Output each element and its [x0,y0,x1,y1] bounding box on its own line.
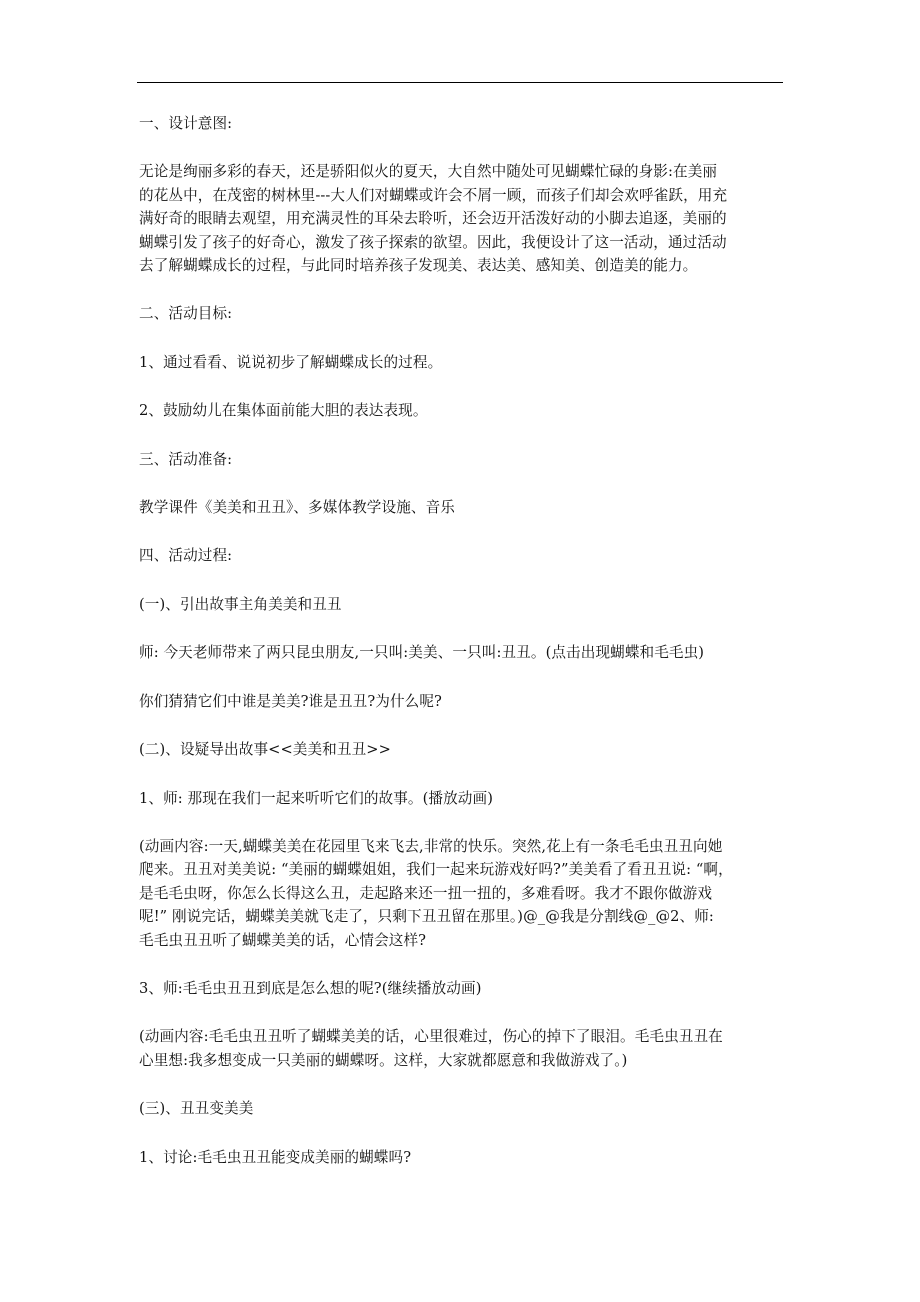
subsection-heading-2: (二)、设疑导出故事<<美美和丑丑>> [139,741,391,759]
teacher-line-intro: 师: 今天老师带来了两只昆虫朋友,一只叫:美美、一只叫:丑丑。(点击出现蝴蝶和毛毛虫) [139,644,705,662]
goal-item-2: 2、鼓励幼儿在集体面前能大胆的表达表现。 [139,402,428,420]
goal-item-1: 1、通过看看、说说初步了解蝴蝶成长的过程。 [139,353,443,371]
header-rule [137,82,783,83]
subsection-heading-1: (一)、引出故事主角美美和丑丑 [139,595,342,613]
question-line: 你们猜猜它们中谁是美美?谁是丑丑?为什么呢? [139,692,442,710]
section-heading-design-intent: 一、设计意图: [139,115,233,132]
document-body [139,112,785,1194]
section-heading-goals: 二、活动目标: [139,305,233,323]
animation-content-1: (动画内容:一天,蝴蝶美美在花园里飞来飞去,非常的快乐。突然,花上有一条毛毛虫丑丑向她 爬来。丑丑对美美说: “美丽的蝴蝶姐姐，我们一起来玩游戏好吗?”美美看了看丑丑说: “啊， 是毛毛虫呀，你怎么长得这么丑，走起路来还一扭一扭的，多难看呀。我才不跟你做游戏 呢!” 刚说完话，蝴蝶美美就飞走了，只剩下丑丑留在那里。)@_@我是分割线@_@2、师: 毛毛虫丑丑听了蝴蝶美美的话，心情会这样? [139,837,733,949]
section-heading-preparation: 三、活动准备: [139,450,233,468]
preparation-text: 教学课件《美美和丑丑》、多媒体教学设施、音乐 [139,499,455,517]
section-heading-process: 四、活动过程: [139,547,233,565]
subsection-heading-3: (三)、丑丑变美美 [139,1100,254,1118]
teacher-line-story: 1、师: 那现在我们一起来听听它们的故事。(播放动画) [139,789,493,807]
animation-content-2: (动画内容:毛毛虫丑丑听了蝴蝶美美的话，心里很难过，伤心的掉下了眼泪。毛毛虫丑丑在 心里想:我多想变成一只美丽的蝴蝶呀。这样，大家就都愿意和我做游戏了。) [139,1028,723,1069]
discussion-line: 1、讨论:毛毛虫丑丑能变成美丽的蝴蝶吗? [139,1148,412,1166]
teacher-line-continue: 3、师:毛毛虫丑丑到底是怎么想的呢?(继续播放动画) [139,979,482,997]
paragraph-design-intent: 无论是绚丽多彩的春天，还是骄阳似火的夏天，大自然中随处可见蝴蝶忙碌的身影:在美丽 的花丛中，在茂密的树林里---大人们对蝴蝶或许会不屑一顾，而孩子们却会欢呼雀跃，用充 满好奇的眼睛去观望，用充满灵性的耳朵去聆听，还会迈开活泼好动的小脚去追逐，美丽的 蝴蝶引发了孩子的好奇心，激发了孩子探索的欲望。因此，我便设计了这一活动，通过活动 去了解蝴蝶成长的过程，与此同时培养孩子发现美、表达美、感知美、创造美的能力。 [139,163,728,275]
